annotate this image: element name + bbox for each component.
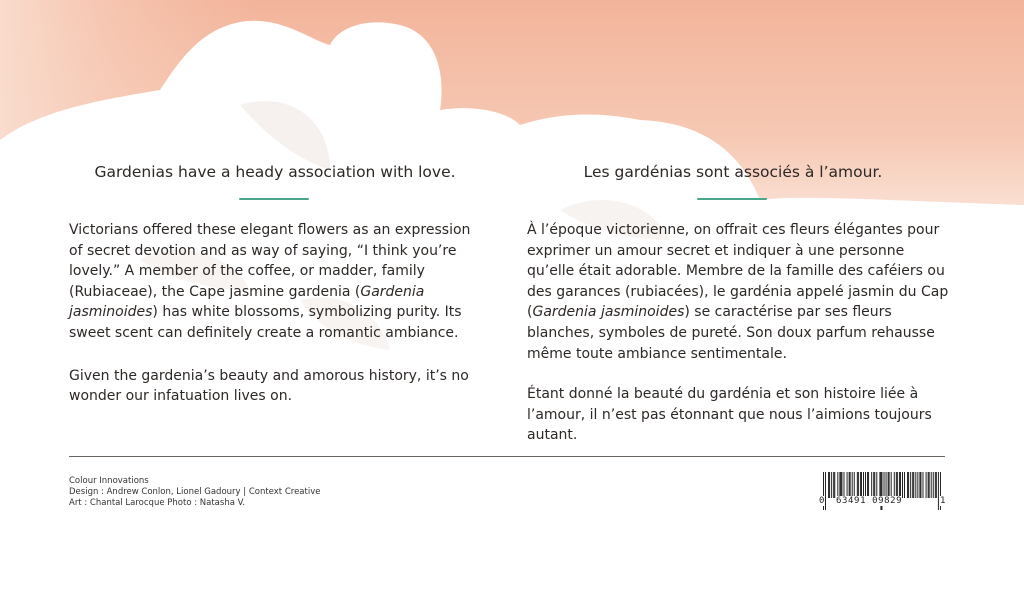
english-botanical-name: Gardenia jasminoides — [69, 283, 425, 321]
barcode-first-digit: 0 — [819, 496, 825, 506]
english-heading: Gardenias have a heady association with love. — [94, 163, 456, 181]
credits-block — [69, 476, 320, 509]
english-column — [69, 160, 481, 407]
french-heading: Les gardénias sont associés à l’amour. — [583, 163, 883, 181]
footer-divider — [69, 456, 945, 457]
french-botanical-name: Gardenia jasminoides — [532, 304, 685, 321]
french-paragraph-2: Étant donné la beauté du gardénia et son histoire liée à l’amour, il n’est pas étonnant que nous l’aimions toujours autant. — [527, 386, 932, 444]
english-paragraph-1: Victorians offered these elegant flowers as an expression of secret devotion and as way of saying, “I think you’re lovely.” A member of the coffee, or madder, family (Rubiaceae), the Cape jasmine gardenia (Gardenia jasminoides) has white blossoms, symbolizing purity. Its sweet scent can definitely create a romantic ambiance. — [69, 222, 471, 341]
english-paragraph-2: Given the gardenia’s beauty and amorous history, it’s no wonder our infatuation lives on. — [69, 367, 469, 405]
barcode-number: 63491 09829 — [836, 496, 903, 506]
barcode — [818, 472, 946, 512]
credits-art-photo: Art : Chantal Larocque Photo : Natasha V. — [69, 498, 246, 508]
french-accent-rule — [697, 198, 767, 200]
credits-design: Design : Andrew Conlon, Lionel Gadoury | Context Creative — [69, 487, 321, 497]
credits-publisher: Colour Innovations — [69, 476, 149, 486]
french-column — [527, 160, 952, 446]
english-accent-rule — [239, 198, 309, 200]
french-paragraph-1: À l’époque victorienne, on offrait ces fleurs élégantes pour exprimer un amour secret et indiquer à une personne qu’elle était adorable. Membre de la famille des caféiers ou des garances (rubiacées), le gardénia appelé jasmin du Cap (Gardenia jasminoides) se caractérise par ses fleurs blanches, symboles de pureté. Son doux parfum rehausse même toute ambiance sentimentale. — [527, 222, 949, 362]
barcode-last-digit: 1 — [940, 496, 946, 506]
